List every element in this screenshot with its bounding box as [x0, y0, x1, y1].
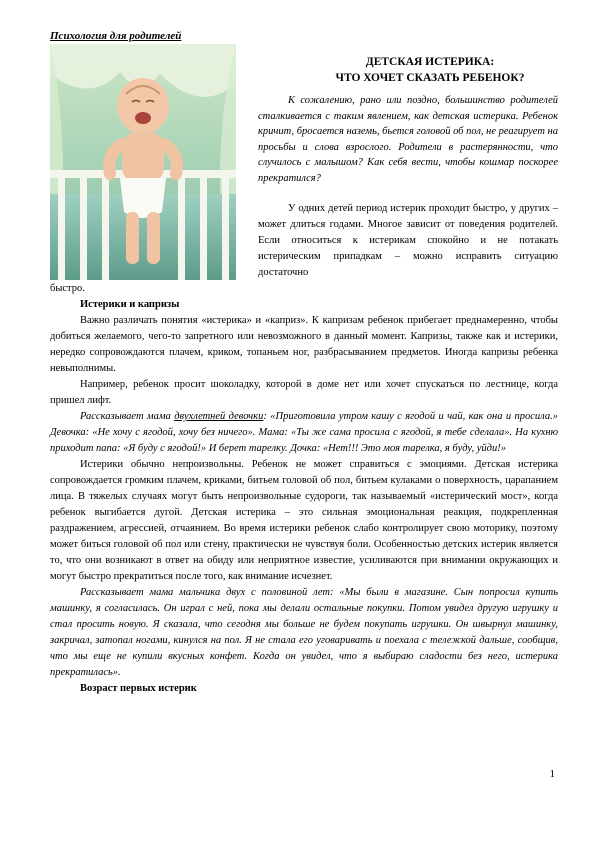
paragraph-3-story [50, 409, 558, 457]
crying-baby-photo [50, 44, 236, 280]
title-line-2: ЧТО ХОЧЕТ СКАЗАТЬ РЕБЕНОК? [335, 72, 525, 84]
side-paragraph-end: быстро. [50, 283, 85, 294]
paragraph-1: Важно различать понятия «истерика» и «каприз». К капризам ребенок прибегает преднамеренно, чтобы добиться желаемого, чего-то запретного или невозможного в данный момент. Капризы, также как и истерики, нередко сопровождаются плачем, криком, топаньем ног, разбрасыванием предметов. Иногда капризы ребенка невыполнимы. [50, 315, 558, 374]
article-body [50, 281, 558, 697]
page-number: 1 [549, 768, 555, 780]
side-paragraph: У одних детей период истерик проходит быстро, у других – может длиться годами. Многое зависит от поведения родителей. Если относиться к истерикам спокойно и не потакать истерическим припадкам – можно исправить ситуацию достаточно [258, 203, 558, 278]
section-heading-age: Возраст первых истерик [80, 683, 197, 694]
intro-paragraph: К сожалению, рано или поздно, большинство родителей сталкивается с таким явлением, как детская истерика. Ребенок кричит, бросается наземь, бьется головой об пол, не реагирует на просьбы и слова взрослого. Родители в растерянности, что случилось с малышом? Как себя вести, чтобы кошмар поскорее прекратился? [258, 95, 558, 184]
paragraph-4: Истерики обычно непроизвольны. Ребенок не может справиться с эмоциями. Детская истерика сопровождается громким плачем, криками, битьем головой об пол, битьем кулаками о поверхность, царапанием лица. В тяжелых случаях могут быть непроизвольные судороги, так называемый «истерический мост», когда ребенок выгибается дугой. Детская истерика – это сильная эмоциональная реакция, подкрепленная раздражением, агрессией, отчаянием. Во время истерики ребенок слабо контролирует свою моторику, поэтому может биться головой об пол или стену, практически не чувствуя боли. Особенностью детских истерик является то, что они возникают в ответ на обиду или неприятное известие, усиливаются при внимании окружающих и могут быстро прекратиться после того, как внимание исчезнет. [50, 459, 558, 582]
story-underlined: двухлетней девочки [174, 411, 264, 422]
paragraph-5-story: Рассказывает мама мальчика двух с половиной лет: «Мы были в магазине. Сын попросил купить машинку, я согласилась. Он играл с ней, пока мы делали остальные покупки. Потом увидел другую игрушку и стал просить новую. Я сказала, что сегодня мы больше не будем покупать игрушки. Он швырнул машинку, закричал, затопал ногами, кинулся на пол. Я не стала его уговаривать и поехала с тележкой дальше, сообщив, что мы еще не купили вкусных конфет. Когда он увидел, что я выбираю сладости без него, истерика прекратилась». [50, 587, 558, 678]
section-heading-tantrums: Истерики и капризы [80, 299, 180, 310]
story-rest: : «Приготовила утром кашу с ягодой и чай, как она и просила.» Девочка: «Не хочу с ягодой, хочу без ничего». Мама: «Ты же сама просила с ягодой, я тебе сделала». На кухню приходит папа: «Я буду с ягодой!» И берет тарелку. Дочка: «Нет!!! Это моя тарелка, я буду, уйди!» [50, 411, 558, 454]
section-label: Психология для родителей [50, 30, 182, 42]
paragraph-2: Например, ребенок просит шоколадку, которой в доме нет или хочет спускаться по лестнице, когда пришел лифт. [50, 379, 558, 406]
story-lead: Рассказывает мама [80, 411, 175, 422]
title-line-1: ДЕТСКАЯ ИСТЕРИКА: [365, 56, 495, 68]
article-title [285, 54, 575, 86]
